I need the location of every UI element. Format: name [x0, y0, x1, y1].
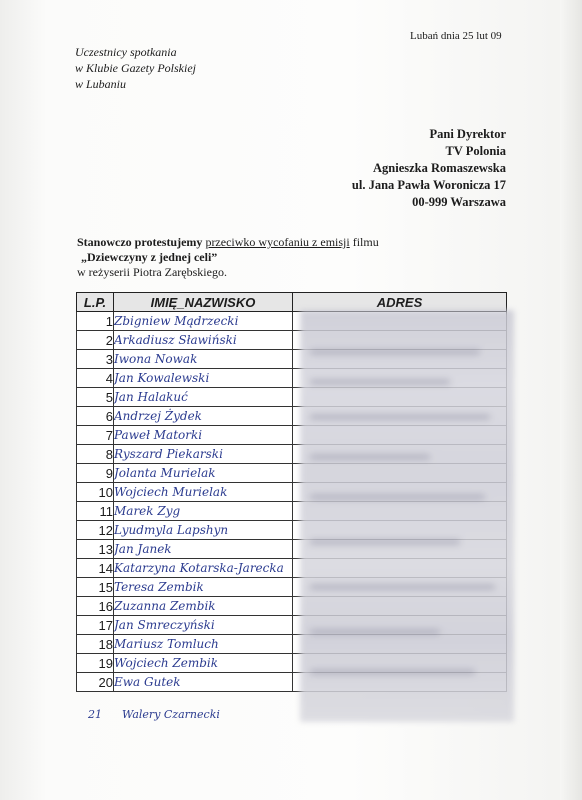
- row-number: 17: [77, 616, 114, 635]
- row-number: 4: [77, 369, 114, 388]
- row-number: 11: [77, 502, 114, 521]
- row-number: 12: [77, 521, 114, 540]
- statement-bold: Stanowczo protestujemy: [77, 235, 203, 249]
- signature-cell: Iwona Nowak: [114, 350, 293, 369]
- signature-cell: Ewa Gutek: [114, 673, 293, 692]
- signature-cell: Paweł Matorki: [114, 426, 293, 445]
- recipient-line: 00-999 Warszawa: [412, 195, 506, 209]
- signature-cell: Mariusz Tomluch: [114, 635, 293, 654]
- row-number: 2: [77, 331, 114, 350]
- redacted-addresses: [300, 310, 514, 722]
- signature-cell: Zuzanna Zembik: [114, 597, 293, 616]
- film-title: „Dziewczyny z jednej celi”: [81, 250, 218, 264]
- recipient-block: [352, 126, 506, 211]
- signature-cell: Zbigniew Mądrzecki: [114, 312, 293, 331]
- letter-date: Lubań dnia 25 lut 09: [410, 30, 502, 42]
- row-number: 9: [77, 464, 114, 483]
- signature-cell: Wojciech Murielak: [114, 483, 293, 502]
- signature-cell: Arkadiusz Sławiński: [114, 331, 293, 350]
- row-number: 20: [77, 673, 114, 692]
- page-edge-shadow: [560, 0, 582, 800]
- extra-row-number: 21: [88, 708, 102, 721]
- protest-statement: [77, 235, 379, 280]
- signature-cell: Ryszard Piekarski: [114, 445, 293, 464]
- sender-line: w Lubaniu: [75, 77, 127, 91]
- header-name: IMIĘ_NAZWISKO: [114, 293, 293, 312]
- sender-block: [75, 44, 196, 92]
- signature-cell: Jan Smreczyński: [114, 616, 293, 635]
- recipient-line: ul. Jana Pawła Woronicza 17: [351, 178, 506, 192]
- recipient-line: Agnieszka Romaszewska: [373, 161, 506, 175]
- row-number: 15: [77, 578, 114, 597]
- row-number: 1: [77, 312, 114, 331]
- row-number: 10: [77, 483, 114, 502]
- header-address: ADRES: [293, 293, 507, 312]
- row-number: 7: [77, 426, 114, 445]
- signature-cell: Teresa Zembik: [114, 578, 293, 597]
- signature-cell: Wojciech Zembik: [114, 654, 293, 673]
- signature-cell: Katarzyna Kotarska-Jarecka: [114, 559, 293, 578]
- row-number: 13: [77, 540, 114, 559]
- sender-line: Uczestnicy spotkania: [75, 45, 177, 59]
- row-number: 16: [77, 597, 114, 616]
- row-number: 6: [77, 407, 114, 426]
- extra-row-signature: Walery Czarnecki: [122, 708, 220, 721]
- row-number: 19: [77, 654, 114, 673]
- signature-cell: Jan Kowalewski: [114, 369, 293, 388]
- film-director: w reżyserii Piotra Zarębskiego.: [77, 265, 227, 279]
- sender-line: w Klubie Gazety Polskiej: [75, 61, 196, 75]
- recipient-line: TV Polonia: [445, 144, 506, 158]
- row-number: 8: [77, 445, 114, 464]
- row-number: 5: [77, 388, 114, 407]
- signature-cell: Jan Halakuć: [114, 388, 293, 407]
- signature-cell: Jolanta Murielak: [114, 464, 293, 483]
- signature-cell: Jan Janek: [114, 540, 293, 559]
- signature-cell: Lyudmyla Lapshyn: [114, 521, 293, 540]
- signature-cell: Andrzej Żydek: [114, 407, 293, 426]
- recipient-line: Pani Dyrektor: [429, 127, 506, 141]
- statement-underlined: przeciwko wycofaniu z emisji: [205, 235, 350, 249]
- row-number: 14: [77, 559, 114, 578]
- row-number: 18: [77, 635, 114, 654]
- header-lp: L.P.: [77, 293, 114, 312]
- table-header-row: [77, 293, 507, 312]
- row-number: 3: [77, 350, 114, 369]
- statement-after: filmu: [349, 235, 379, 249]
- signature-cell: Marek Zyg: [114, 502, 293, 521]
